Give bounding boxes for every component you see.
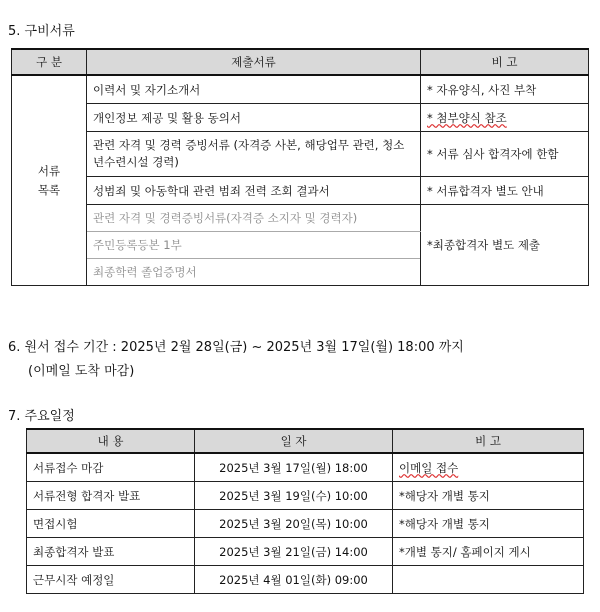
section-6-note: (이메일 도착 마감) xyxy=(28,364,135,379)
final-note: *최종합격자 별도 제출 xyxy=(421,205,589,286)
table-row xyxy=(27,566,584,594)
schedule-date: 2025년 3월 20일(목) 10:00 xyxy=(195,510,393,538)
document-name: 개인정보 제공 및 활용 동의서 xyxy=(87,104,421,132)
schedule-note: *해당자 개별 통지 xyxy=(393,482,584,510)
schedule-header-row xyxy=(27,429,584,453)
table-row xyxy=(12,75,589,104)
documents-table xyxy=(11,48,589,286)
category-label-2: 목록 xyxy=(37,182,61,197)
schedule-item: 서류전형 합격자 발표 xyxy=(27,482,195,510)
schedule-item: 서류접수 마감 xyxy=(27,453,195,482)
document-note: * 자유양식, 사진 부착 xyxy=(421,75,589,104)
header-category: 구 분 xyxy=(12,49,87,75)
header-item: 내 용 xyxy=(27,429,195,453)
documents-header-row xyxy=(12,49,589,75)
section-6-heading: 6. 원서 접수 기간 : 2025년 2월 28일(금) ~ 2025년 3월 17일(월) 18:00 까지 xyxy=(8,340,464,355)
table-row xyxy=(12,104,589,132)
document-name: 성범죄 및 아동학대 관련 범죄 전력 조회 결과서 xyxy=(87,177,421,205)
header-date: 일 자 xyxy=(195,429,393,453)
document-name: 이력서 및 자기소개서 xyxy=(87,75,421,104)
table-row xyxy=(12,132,589,177)
table-row xyxy=(12,177,589,205)
final-document-name: 관련 자격 및 경력증빙서류(자격증 소지자 및 경력자) xyxy=(87,205,421,232)
schedule-date: 2025년 3월 17일(월) 18:00 xyxy=(195,453,393,482)
section-7-heading: 7. 주요일정 xyxy=(8,409,75,424)
table-row xyxy=(27,538,584,566)
document-note xyxy=(421,104,589,132)
final-document-name: 최종학력 졸업증명서 xyxy=(87,259,421,286)
final-document-name: 주민등록등본 1부 xyxy=(87,232,421,259)
category-cell xyxy=(12,75,87,286)
schedule-date: 2025년 3월 21일(금) 14:00 xyxy=(195,538,393,566)
header-remarks: 비 고 xyxy=(421,49,589,75)
header-remarks: 비 고 xyxy=(393,429,584,453)
table-row xyxy=(27,510,584,538)
table-row xyxy=(12,205,589,232)
schedule-note: *해당자 개별 통지 xyxy=(393,510,584,538)
schedule-note xyxy=(393,453,584,482)
document-note: * 서류합격자 별도 안내 xyxy=(421,177,589,205)
schedule-item: 면접시험 xyxy=(27,510,195,538)
table-row xyxy=(27,453,584,482)
document-note-text: * 첨부양식 참조 xyxy=(427,110,507,125)
schedule-item: 근무시작 예정일 xyxy=(27,566,195,594)
document-name: 관련 자격 및 경력 증빙서류 (자격증 사본, 해당업무 관련, 청소년수련시설 경력) xyxy=(87,132,421,177)
schedule-item: 최종합격자 발표 xyxy=(27,538,195,566)
schedule-table xyxy=(26,428,584,594)
table-row xyxy=(27,482,584,510)
schedule-note: *개별 통지/ 홈페이지 게시 xyxy=(393,538,584,566)
schedule-date: 2025년 4월 01일(화) 09:00 xyxy=(195,566,393,594)
section-5-heading: 5. 구비서류 xyxy=(8,24,75,39)
schedule-note xyxy=(393,566,584,594)
document-note: * 서류 심사 합격자에 한함 xyxy=(421,132,589,177)
schedule-date: 2025년 3월 19일(수) 10:00 xyxy=(195,482,393,510)
header-documents: 제출서류 xyxy=(87,49,421,75)
schedule-note-text: 이메일 접수 xyxy=(399,460,459,475)
category-label-1: 서류 xyxy=(37,164,61,179)
